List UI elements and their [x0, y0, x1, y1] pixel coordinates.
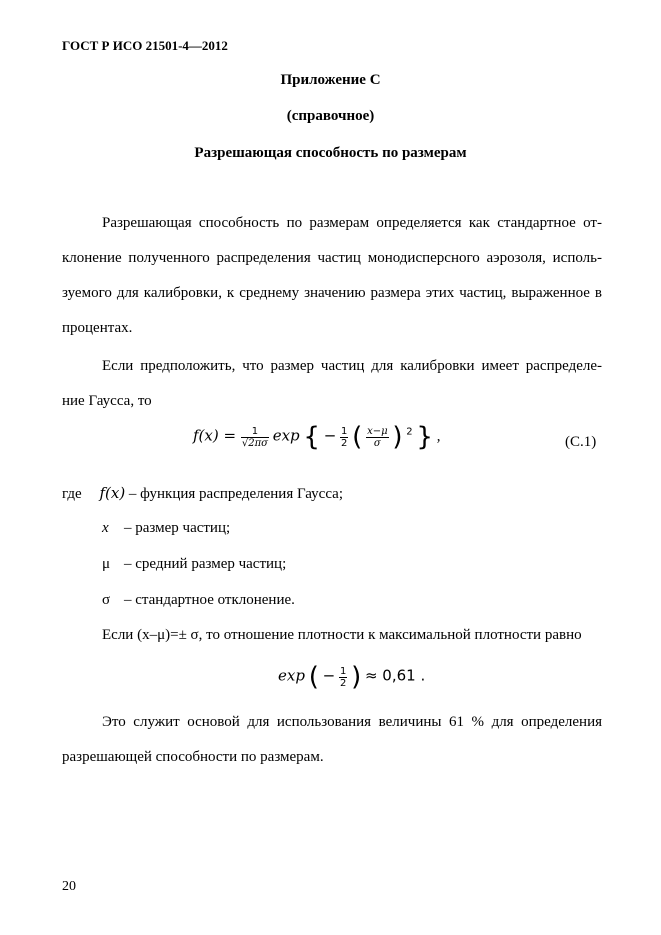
- legend-text: – стандартное отклонение.: [124, 592, 295, 608]
- text-line: Если предположить, что размер частиц для калибровки имеет распределе-: [102, 358, 602, 374]
- where-function-text: – функция распределения Гаусса;: [125, 486, 343, 502]
- annex-heading: Разрешающая способность по размерам: [194, 145, 467, 161]
- legend-symbol: σ: [102, 592, 111, 608]
- document-header: ГОСТ Р ИСО 21501-4—2012: [62, 38, 228, 53]
- symbol-legend: [102, 520, 402, 620]
- formula-number: (С.1): [565, 434, 597, 450]
- legend-text: – средний размер частиц;: [124, 556, 287, 572]
- where-line: [62, 484, 343, 503]
- text-line: зуемого для калибровки, к среднему значению размера этих частиц, выраженное в: [62, 285, 602, 301]
- text-line: клонение полученного распределения частиц монодисперсного аэрозоля, исполь-: [62, 250, 602, 266]
- formula-fraction: $\frac{1}{2}$: [339, 665, 347, 689]
- where-function: f(x): [99, 484, 126, 502]
- where-label: где: [62, 486, 82, 502]
- annex-subtitle: (справочное): [286, 108, 375, 124]
- text-line: ние Гаусса, то: [62, 393, 152, 409]
- legend-symbol: x: [102, 520, 109, 536]
- formula-exp: exp: [278, 666, 305, 685]
- gauss-formula: f(x) = $\frac{1}{√2\pi\sigma}$ exp { − $\frac{1}{2}$ ( $\frac{x-\mu}{\sigma}$ ) $^2$ } ,: [193, 422, 441, 452]
- paragraph-ratio: Если (x–μ)=± σ, то отношение плотности к максимальной плотности равно: [102, 627, 582, 643]
- text-line: Это служит основой для использования величины 61 % для определения: [102, 714, 602, 730]
- formula-fraction: $\frac{1}{√2\pi\sigma}$: [241, 425, 268, 449]
- formula-fraction: $\frac{1}{2}$: [341, 425, 348, 449]
- legend-symbol: μ: [102, 556, 111, 572]
- page-number: 20: [62, 879, 76, 894]
- text-line: процентах.: [62, 320, 133, 336]
- annex-title: Приложение С: [280, 72, 381, 88]
- text-line: Разрешающая способность по размерам определяется как стандартное от-: [102, 215, 602, 231]
- formula-exp: exp: [272, 426, 300, 445]
- formula-lhs: f(x) =: [193, 426, 241, 445]
- text-line: разрешающей способности по размерам.: [62, 749, 324, 765]
- ratio-formula: exp ( − $\frac{1}{2}$ ) ≈ 0,61 .: [278, 662, 426, 692]
- formula-fraction: $\frac{x-\mu}{\sigma}$: [367, 425, 388, 449]
- legend-text: – размер частиц;: [124, 520, 231, 536]
